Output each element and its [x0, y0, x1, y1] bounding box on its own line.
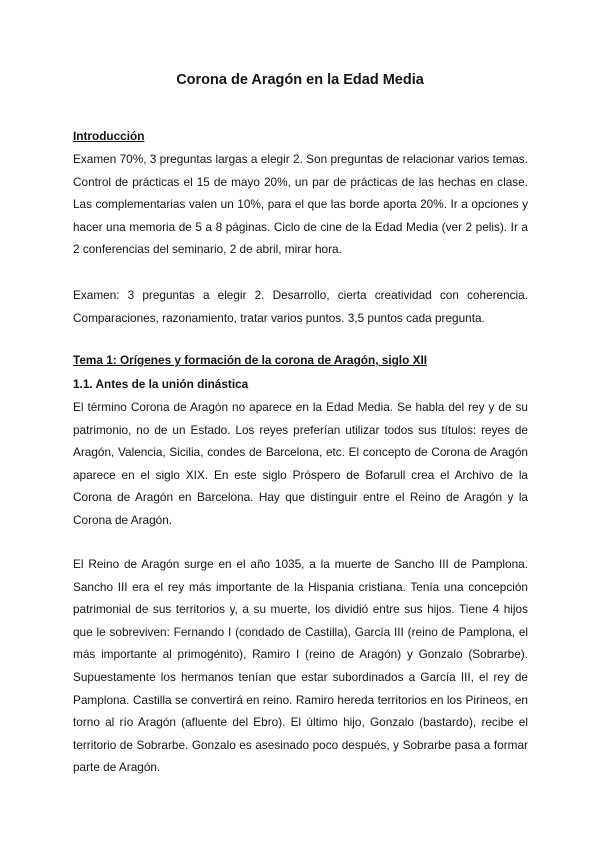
tema1-heading: Tema 1: Orígenes y formación de la corona de Aragón, siglo XII	[73, 353, 427, 367]
intro-section	[73, 129, 528, 143]
tema1-paragraph-2: El Reino de Aragón surge en el año 1035, a la muerte de Sancho III de Pamplona. Sancho III era el rey más importante de la Hispania cristiana. Tenía una concepción patrimonial de sus territorios y, a su muerte, los dividió entre sus hijos. Tiene 4 hijos que le sobreviven: Fernando I (condado de Castilla), García III (reino de Pamplona, el más importante al primogénito), Ramiro I (reino de Aragón) y Gonzalo (Sobrarbe). Supuestamente los hermanos tenían que estar subordinados a García III, el rey de Pamplona. Castilla se convertirá en reino. Ramiro hereda territorios en los Pirineos, en torno al río Aragón (afluente del Ebro). El último hijo, Gonzalo (bastardo), recibe el territorio de Sobrarbe. Gonzalo es asesinado poco después, y Sobrarbe pasa a formar parte de Aragón.	[73, 557, 528, 775]
tema1-section	[73, 353, 528, 367]
intro-heading: Introducción	[73, 129, 145, 143]
intro-paragraph-1: Examen 70%, 3 preguntas largas a elegir 2. Son preguntas de relacionar varios temas. Control de prácticas el 15 de mayo 20%, un par de prácticas de las hechas en clase. Las complementarias valen un 10%, para el que las borde aporta 20%. Ir a opciones y hacer una memoria de 5 a 8 páginas. Ciclo de cine de la Edad Media (ver 2 pelis). Ir a 2 conferencias del seminario, 2 de abril, mirar hora.	[73, 152, 528, 257]
intro-paragraph-2: Examen: 3 preguntas a elegir 2. Desarrollo, cierta creatividad con coherencia. Comparaciones, razonamiento, tratar varios puntos. 3,5 puntos cada pregunta.	[73, 288, 528, 325]
intro-paragraph-1-wrap	[73, 148, 528, 261]
document-title: Corona de Aragón en la Edad Media	[176, 72, 424, 88]
tema1-paragraph-1: El término Corona de Aragón no aparece en la Edad Media. Se habla del rey y de su patrimonio, no de un Estado. Los reyes preferían utilizar todos sus títulos: reyes de Aragón, Valencia, Sicilia, condes de Barcelona, etc. El concepto de Corona de Aragón aparece en el siglo XIX. En este siglo Próspero de Bofarull crea el Archivo de la Corona de Aragón en Barcelona. Hay que distinguir entre el Reino de Aragón y la Corona de Aragón.	[73, 400, 528, 527]
tema1-subsection	[73, 377, 528, 391]
tema1-subheading: 1.1. Antes de la unión dinástica	[73, 377, 249, 391]
tema1-paragraph-1-wrap	[73, 396, 528, 532]
intro-paragraph-2-wrap	[73, 284, 528, 329]
tema1-paragraph-2-wrap	[73, 553, 528, 779]
